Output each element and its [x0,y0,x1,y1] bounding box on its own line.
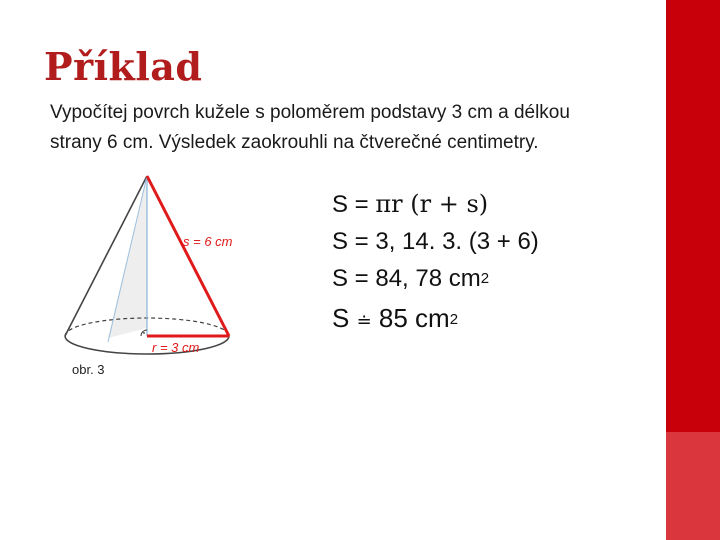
formula-1-rhs: πr (r + s) [375,190,489,218]
right-angle-dot [143,332,145,334]
cone-diagram [40,160,280,360]
slant-height-line [147,176,229,336]
formula-3-exponent: 2 [480,270,490,287]
problem-line-1: Vypočítej povrch kužele s poloměrem podstavy 3 cm a délkou [50,102,570,123]
slant-label: s = 6 cm [183,234,233,249]
formula-line-3 [332,260,539,300]
formula-line-4 [332,300,539,341]
cone-base-visible-edge [65,336,229,354]
formula-line-1 [332,186,539,223]
formula-4-value: 85 cm [378,303,450,333]
figure-caption: obr. 3 [72,362,105,377]
radius-label: r = 3 cm [152,340,200,355]
slide-title: Příklad [44,44,203,89]
formula-line-2: S = 3, 14. 3. (3 + 6) [332,228,539,255]
formula-4-s: S [332,303,350,333]
formula-4-exponent: 2 [449,311,459,328]
formula-3-text: S = 84, 78 cm [332,265,481,292]
formula-block [332,186,539,341]
formula-1-lhs: S = [332,191,376,218]
problem-text [50,98,660,158]
problem-line-2: strany 6 cm. Výsledek zaokrouhli na čtverečné centimetry. [50,132,539,153]
sidebar-accent-lower [666,432,720,540]
approx-sign: ≐ [356,311,372,331]
